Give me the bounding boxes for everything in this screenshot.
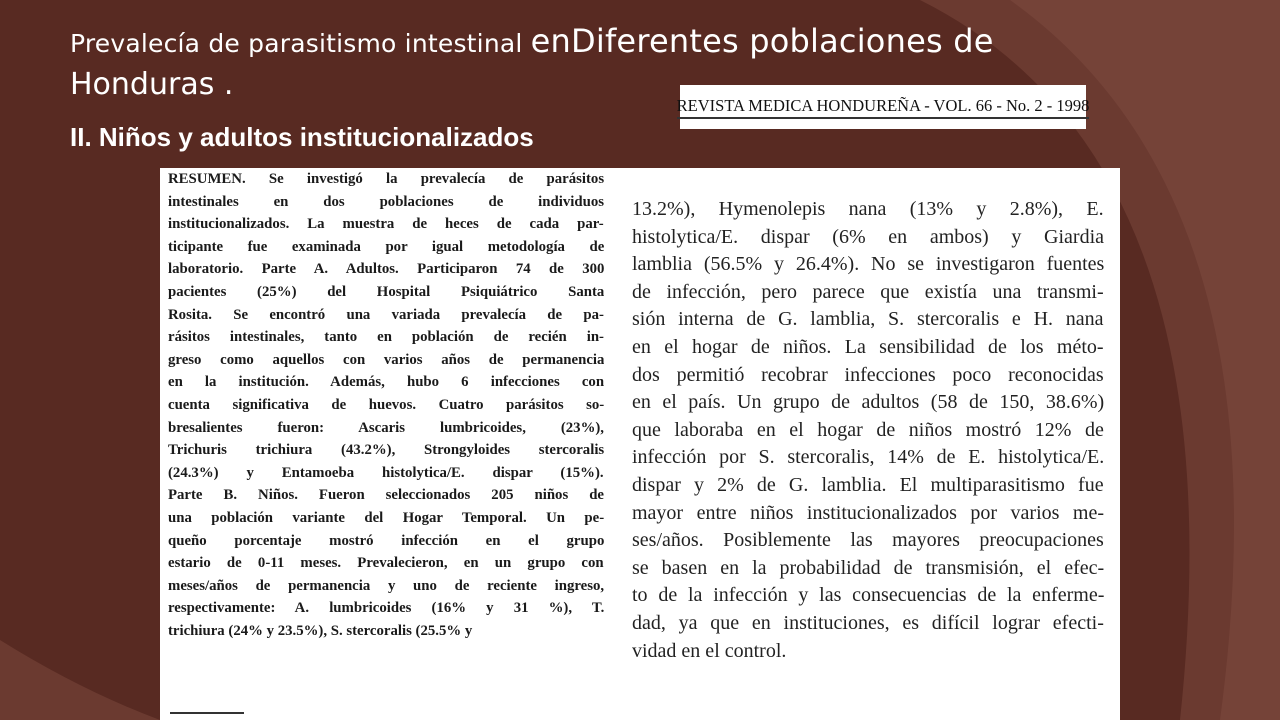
left-line: cuenta significativa de huevos. Cuatro parásitos so- [168,396,604,413]
title-part-1: Prevalecía de parasitismo intestinal [70,29,531,58]
left-line: Rosita. Se encontró una variada prevalecía de pa- [168,306,604,323]
footnote-rule [170,712,244,714]
journal-header-image [676,85,1090,129]
right-line: to de la infección y las consecuencias de la enfermе- [632,584,1104,607]
left-line: queño porcentaje mostró infección en el grupo [168,532,604,549]
left-line: meses/años de permanencia y uno de reciente ingreso, [168,577,604,594]
right-line: ses/años. Posiblemente las mayores preocupaciones [632,529,1104,552]
left-line: laboratorio. Parte A. Adultos. Participaron 74 de 300 [168,261,604,278]
right-line: sión interna de G. lamblia, S. stercoralis e H. nana [632,308,1104,331]
left-line: institucionalizados. La muestra de heces de cada par- [168,216,604,233]
slide-subtitle: II. Niños y adultos institucionalizados [70,122,534,152]
left-line: greso como aquellos con varios años de permanencia [168,351,604,368]
left-line: (24.3%) y Entamoeba histolytica/E. dispar (15%). [168,464,604,481]
title-line-1 [70,18,1130,67]
left-line: ticipante fue examinada por igual metodología de [168,238,604,255]
right-line: de infección, pero parece que existía una transmi- [632,280,1104,303]
right-line: histolytica/E. dispar (6% en ambos) y Giardia [632,225,1104,248]
journal-header-text: REVISTA MEDICA HONDUREÑA - VOL. 66 - No. 2 - 1998 [677,96,1090,119]
left-line: intestinales en dos poblaciones de individuos [168,193,604,210]
left-line: respectivamente: A. lumbricoides (16% y 31 %), T. [168,600,604,617]
right-line: infección por S. stercoralis, 14% de E. histolytica/E. [632,446,1104,469]
article-excerpt-image [160,168,1120,720]
right-line: que laboraba en el hogar de niños mostró 12% de [632,418,1104,441]
left-line: Parte B. Niños. Fueron seleccionados 205 niños de [168,487,604,504]
right-line: dispar y 2% de G. lamblia. El multiparasitismo fue [632,473,1104,496]
left-line: estario de 0-11 meses. Prevalecieron, en un grupo con [168,555,604,572]
left-line: una población variante del Hogar Temporal. Un pe- [168,509,604,526]
right-line: se basen en la probabilidad de transmisión, el efec- [632,556,1104,579]
left-line: pacientes (25%) del Hospital Psiquiátrico Santa [168,283,604,300]
right-line: dos permitió recobrar infecciones poco reconocidas [632,363,1104,386]
left-line: RESUMEN. Se investigó la prevalecía de parásitos [168,171,604,187]
right-line: lamblia (56.5% y 26.4%). No se investigaron fuentes [632,253,1104,276]
left-line: rásitos intestinales, tanto en población de recién in- [168,329,604,346]
right-line: en el país. Un grupo de adultos (58 de 150, 38.6%) [632,391,1104,414]
left-line: Trichuris trichiura (43.2%), Strongyloides stercoralis [168,442,604,459]
right-line: dad, ya que en instituciones, es difícil lograr efecti- [632,611,1104,634]
left-line: bresalientes fueron: Ascaris lumbricoides, (23%), [168,419,604,436]
right-line: 13.2%), Hymenolepis nana (13% y 2.8%), E. [632,198,1104,220]
article-right-column [632,196,1104,665]
right-line: vidad en el control. [632,639,787,662]
right-line: en el hogar de niños. La sensibilidad de los méto- [632,335,1104,358]
left-line: en la institución. Además, hubo 6 infecciones con [168,374,604,391]
right-line: mayor entre niños institucionalizados por varios me- [632,501,1104,524]
left-line: trichiura (24% y 23.5%), S. stercoralis (25.5% y [168,622,473,639]
title-part-3: de [942,22,994,60]
title-part-2: enDiferentes poblaciones [530,22,943,60]
article-left-column [168,168,604,642]
title-line-2: Honduras . [70,67,234,102]
